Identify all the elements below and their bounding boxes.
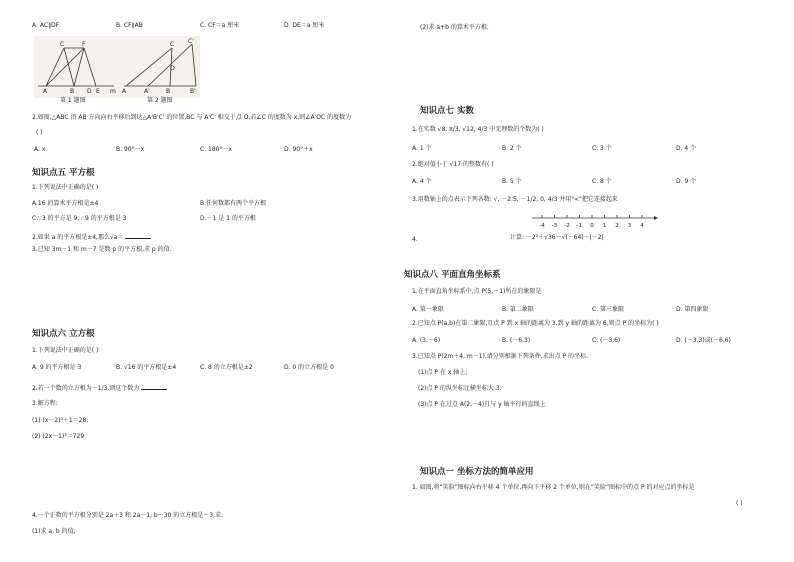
- svg-text:B: B: [166, 88, 171, 95]
- section-8-title: 知识点八 平面直角坐标系: [404, 270, 501, 280]
- s6-q2-blank[interactable]: [141, 383, 167, 390]
- q2-option-a: A. x: [34, 146, 46, 153]
- s7-q1: 1.在实数 √8, π/3, √12, 4/3 中无理数的个数为( ): [412, 126, 544, 133]
- s6-q3-part2: (2) (2x－1)³＝729: [32, 433, 85, 440]
- q2-paren: ( ): [36, 129, 43, 136]
- s7-q1-option-d: D. 4 个: [676, 145, 697, 152]
- s7-q1-option-b: B. 2 个: [502, 145, 522, 152]
- s8-q1-option-b: B. 第二象限: [502, 306, 534, 313]
- s7-q1-option-a: A. 1 个: [412, 145, 432, 152]
- s8-q3-part1: (1)点 P 在 x 轴上;: [418, 369, 468, 376]
- s8-q1-option-d: D. 第四象限: [676, 306, 709, 313]
- svg-text:m: m: [110, 88, 116, 95]
- s5-q2: [32, 232, 151, 242]
- svg-text:A': A': [144, 88, 150, 95]
- s8-q3: 3.已知点 P(2m＋4, m－1),请分别根据下列条件,求出点 P 的坐标.: [412, 353, 589, 360]
- number-line-tick-label: 4: [640, 223, 644, 229]
- svg-text:A: A: [122, 88, 127, 95]
- number-line-tick-label: -3: [551, 223, 558, 229]
- s7-q2: 2.绝对值小于 √17 的整数有( ): [412, 161, 494, 168]
- section-1-title: 知识点一 坐标方法的简单应用: [420, 467, 534, 477]
- s5-q3: 3.已知 3m－1 和 m－7 是数 p 的平方根,求 p 的值.: [32, 246, 172, 253]
- number-line-tick-label: 1: [602, 223, 607, 229]
- s7-q2-option-d: D. 9 个: [676, 178, 697, 185]
- svg-text:B': B': [190, 88, 196, 95]
- s5-q1: 1.下列说法中正确的是( ): [32, 184, 99, 191]
- s6-q1: 1.下列说法中正确的是( ): [32, 347, 99, 354]
- svg-text:C: C: [170, 41, 175, 48]
- svg-text:F: F: [82, 41, 86, 48]
- number-line-tick-label: 0: [590, 223, 594, 229]
- s1-q1: 1. 如图,将“笑脸”图标向右平移 4 个单位,再向下平移 2 个单位,则在“笑脸”图标中的点 P 的对应点的坐标是: [412, 484, 695, 491]
- s7-q3: 3.用数轴上的点表示下列各数: √, －2.5, －1/2, 0, 4/3 并用"<"把它连接起来: [412, 196, 618, 203]
- svg-text:B: B: [70, 88, 75, 95]
- s8-q1-option-a: A. 第一象限: [412, 306, 444, 313]
- svg-text:E: E: [96, 88, 100, 95]
- svg-text:C: C: [60, 41, 65, 48]
- top-question: (2)求 a+b 的算术平方根.: [420, 24, 489, 31]
- section-5-title: 知识点五 平方根: [32, 168, 95, 178]
- s6-q3: 3.解方程:: [32, 400, 58, 407]
- s8-q2-option-a: A. (3,－6): [412, 337, 441, 344]
- q2-option-b: B. 90°－x: [116, 146, 145, 153]
- svg-text:C': C': [188, 38, 194, 45]
- s8-q2: 2.已知点 P(a,b)在第二象限,且点 P 到 x 轴的距离为 3,到 y 轴的距离为 6,则点 P 的坐标为( ): [412, 320, 659, 327]
- s5-q2-text: 2.如果 a 的平方根是±4,那么√a＝: [32, 234, 124, 241]
- q1-option-c: C. CF＝a 厘米: [200, 22, 240, 29]
- s6-q1-option-d: D. 0 的立方根是 0: [284, 364, 334, 371]
- q2-text: 2.如图,△ABC 沿 AB 方向向右平移后到达△A'B'C' 的位置,BC 与 A'C' 相交于点 O,若∠C 的度数为 x,则∠A'OC 的度数为: [32, 114, 352, 121]
- section-7-title: 知识点七 实数: [420, 106, 474, 116]
- s8-q2-option-b: B. (－6,3): [502, 337, 531, 344]
- figure-2-caption: 第 2 题图: [147, 97, 173, 104]
- s7-q1-option-c: C. 3 个: [592, 145, 612, 152]
- s5-q1-option-a: A.16 的算术平方根是±4: [32, 200, 99, 207]
- number-line-tick-label: -1: [576, 223, 583, 229]
- number-line-tick-label: -4: [539, 223, 545, 229]
- s7-q4-number: 4.: [412, 236, 418, 243]
- number-line-tick-label: -2: [564, 223, 570, 229]
- svg-text:D: D: [87, 88, 92, 95]
- s7-q2-option-c: C. 8 个: [592, 178, 612, 185]
- q1-option-d: D. DE＝a 厘米: [284, 22, 325, 29]
- number-line-tick-label: 2: [615, 223, 619, 229]
- s8-q1-option-c: C. 第三象限: [592, 306, 625, 313]
- q2-option-d: D. 90°＋x: [284, 146, 313, 153]
- q1-option-a: A. AC∥DF: [32, 22, 60, 29]
- q2-option-c: C. 180°－x: [200, 146, 233, 153]
- s6-q1-option-c: C. 8 的立方根是±2: [200, 364, 253, 371]
- s6-q4-part1: (1)求 a, b 的值;: [32, 528, 76, 535]
- number-line-tick-label: 3: [627, 223, 632, 229]
- s6-q4: 4.一个正数的平方根分别是 2a＋3 和 2a－1, b－30 的立方根是－3,求:: [32, 512, 223, 519]
- s8-q2-option-c: C. (－3,6): [592, 337, 621, 344]
- s1-q1-paren: ( ): [736, 500, 743, 507]
- s8-q3-part2: (2)点 P 的纵坐标比横坐标大 3;: [418, 385, 502, 392]
- s6-q2: [32, 383, 167, 393]
- s7-q2-option-a: A. 4 个: [412, 178, 432, 185]
- svg-text:O: O: [170, 65, 175, 72]
- figure-1-caption: 第 1 题图: [60, 97, 86, 104]
- s6-q2-text: 2.若一个数的立方根为－1/3,则这个数为: [32, 385, 140, 392]
- number-line: [528, 210, 660, 232]
- s5-q1-option-b: B.任何数都有两个平方根: [200, 200, 267, 207]
- s6-q1-option-b: B. √16 的平方根是±4: [116, 364, 177, 371]
- s7-q4: 计算: －2²＋√36－√(－64)－|－2|: [510, 234, 604, 241]
- s5-q1-option-c: C.∵3 的平方是 9, ∴9 的平方根是 3: [32, 215, 127, 222]
- s6-q1-option-a: A. 9 的平方根是 3: [32, 364, 82, 371]
- s5-q2-blank[interactable]: [125, 232, 151, 239]
- s8-q3-part3: (3)点 P 在过点 A(2,－4)且与 y 轴平行的直线上: [418, 401, 546, 408]
- q1-option-b: B. CF∥AB: [116, 22, 143, 29]
- s6-q3-part1: (1) (x－2)³＋1＝28;: [32, 417, 89, 424]
- s7-q2-option-b: B. 5 个: [502, 178, 522, 185]
- section-6-title: 知识点六 立方根: [32, 329, 95, 339]
- s8-q1: 1.在平面直角坐标系中,点 P(5,－1)所在的象限是: [412, 288, 542, 295]
- figure-2-triangles: [118, 36, 200, 98]
- svg-text:A: A: [43, 88, 48, 95]
- figure-1-parallelogram: [34, 36, 118, 98]
- s8-q2-option-d: D. (－3,3)或(－6,6): [676, 337, 731, 344]
- s5-q1-option-d: D.－1 是 1 的平方根: [200, 215, 256, 222]
